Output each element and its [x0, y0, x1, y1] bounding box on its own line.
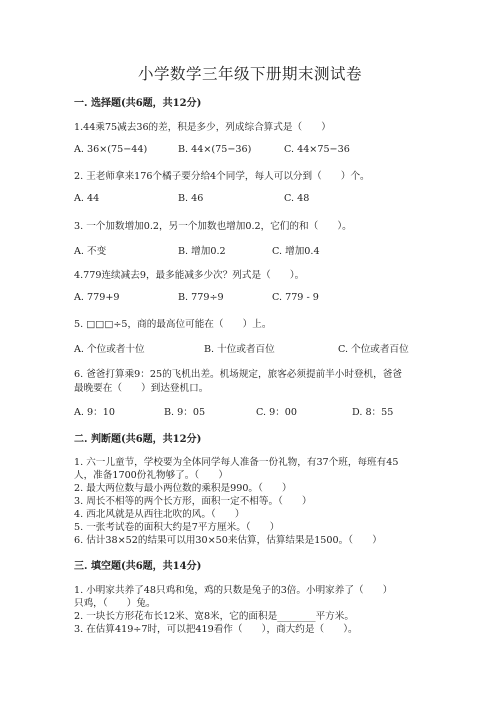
statement-text: 5. 一张考试卷的面积大约是7平方厘米。（ ） [74, 522, 280, 533]
question-text: 5. □□□÷5，商的最高位可能在（ ）上。 [74, 319, 272, 330]
options-row [74, 243, 434, 257]
question-text: 6. 爸爸打算乘9：25的飞机出差。机场规定，旅客必须提前半小时登机，爸爸 [74, 369, 402, 380]
question-text: 3. 一个加数增加0.2，另一个加数也增加0.2，它们的和（ ）。 [74, 221, 352, 232]
option: C. 增加0.4 [272, 246, 320, 257]
option: B. 增加0.2 [178, 246, 226, 257]
option: A. 个位或者十位 [74, 344, 145, 355]
option: A. 44 [74, 193, 100, 204]
option: A. 不变 [74, 246, 107, 257]
fill-text: 1. 小明家共养了48只鸡和兔，鸡的只数是兔子的3倍。小明家养了（ ） [74, 585, 393, 596]
option: C. 48 [284, 193, 310, 204]
question-text: 1.44乘75减去36的差，积是多少，列成综合算式是（ ） [74, 122, 331, 133]
question-text: 最晚要在（ ）到达登机口。 [74, 383, 209, 394]
option: C. 44×75−36 [284, 144, 350, 155]
option: A. 9：10 [74, 407, 115, 418]
option: D. 8：55 [352, 407, 394, 418]
option: B. 9：05 [164, 407, 206, 418]
fill-text: 2. 一块长方形花布长12米、宽8米，它的面积是________平方米。 [74, 611, 354, 622]
statement-text: 1. 六一儿童节，学校要为全体同学每人准备一份礼物，有37个班，每班有45 [74, 457, 399, 468]
statement-text: 6. 估计38×52的结果可以用30×50来估算，估算结果是1500。（ ） [74, 535, 382, 546]
option: B. 十位或者百位 [204, 344, 275, 355]
option: A. 36×(75−44) [74, 144, 148, 155]
option: C. 779 - 9 [272, 292, 319, 303]
question-text: 4.779连续减去9，最多能减多少次？列式是（ ）。 [74, 270, 305, 281]
page-title: 小学数学三年级下册期末测试卷 [137, 65, 362, 83]
fill-text: 3. 在估算419÷7时，可以把419看作（ ），商大约是（ ）。 [74, 624, 358, 635]
options-row [74, 193, 434, 207]
option: B. 779÷9 [178, 292, 224, 303]
option: C. 9：00 [256, 407, 298, 418]
option: C. 个位或者百位 [338, 344, 409, 355]
option: B. 46 [178, 193, 204, 204]
question-text: 2. 王老师拿来176个橘子要分给4个同学，每人可以分到（ ）个。 [74, 171, 370, 182]
statement-text: 人，准备1700份礼物够了。（ ） [74, 470, 228, 481]
options-row [74, 144, 434, 158]
options-row [74, 404, 434, 418]
option: A. 779+9 [74, 292, 120, 303]
statement-text: 3. 周长不相等的两个长方形，面积一定不相等。（ ） [74, 496, 312, 507]
option: B. 44×(75−36) [178, 144, 252, 155]
statement-text: 2. 最大两位数与最小两位数的乘积是990。（ ） [74, 483, 292, 494]
options-row [74, 292, 434, 306]
fill-text: 只鸡，（ ）兔。 [74, 598, 156, 609]
section-heading-judge: 二. 判断题(共6题，共12分) [74, 434, 202, 445]
section-heading-choice: 一. 选择题(共6题，共12分) [74, 98, 202, 109]
options-row [74, 341, 434, 355]
section-heading-fill: 三. 填空题(共6题，共14分) [74, 561, 202, 572]
statement-text: 4. 西北风就是从西往北吹的风。（ ） [74, 509, 245, 520]
